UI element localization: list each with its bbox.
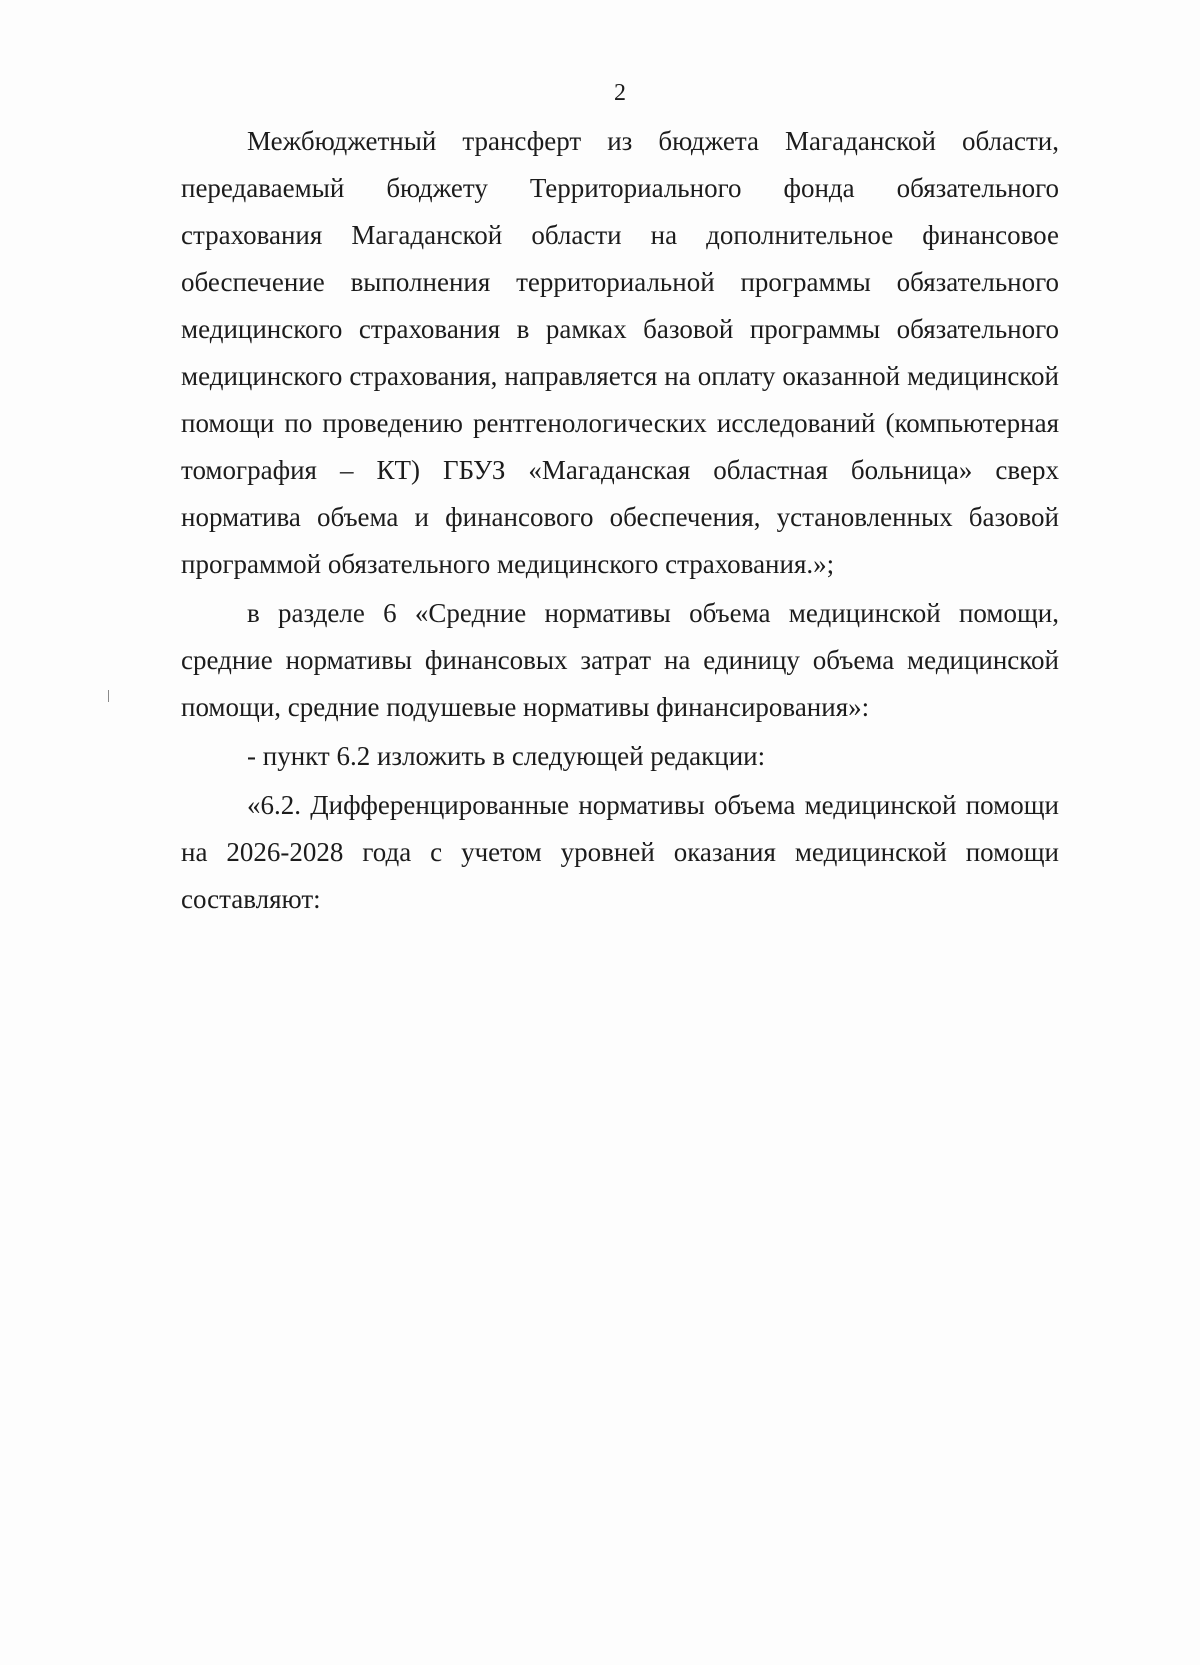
scan-artifact-mark bbox=[108, 690, 109, 702]
paragraph-item-6-2-instruction: - пункт 6.2 изложить в следующей редакции: bbox=[247, 741, 766, 771]
page-number: 2 bbox=[614, 80, 626, 106]
paragraph-item-6-2-text: «6.2. Дифференцированные нормативы объема медицинской помощи на 2026-2028 года с учетом уровней оказания медицинской помощи составляют: bbox=[181, 790, 1059, 914]
document-body bbox=[181, 118, 1059, 923]
paragraph-interbudget-transfer: Межбюджетный трансферт из бюджета Магаданской области, передаваемый бюджету Территориального фонда обязательного страхования Магаданской области на дополнительное финансовое обеспечение выполнения территориальной программы обязательного медицинского страхования в рамках базовой программы обязательного медицинского страхования, направляется на оплату оказанной медицинской помощи по проведению рентгенологических исследований (компьютерная томография – КТ) ГБУЗ «Магаданская областная больница» сверх норматива объема и финансового обеспечения, установленных базовой программой обязательного медицинского страхования.»; bbox=[181, 126, 1059, 579]
paragraph-section-6: в разделе 6 «Средние нормативы объема медицинской помощи, средние нормативы финансовых затрат на единицу объема медицинской помощи, средние подушевые нормативы финансирования»: bbox=[181, 598, 1059, 722]
